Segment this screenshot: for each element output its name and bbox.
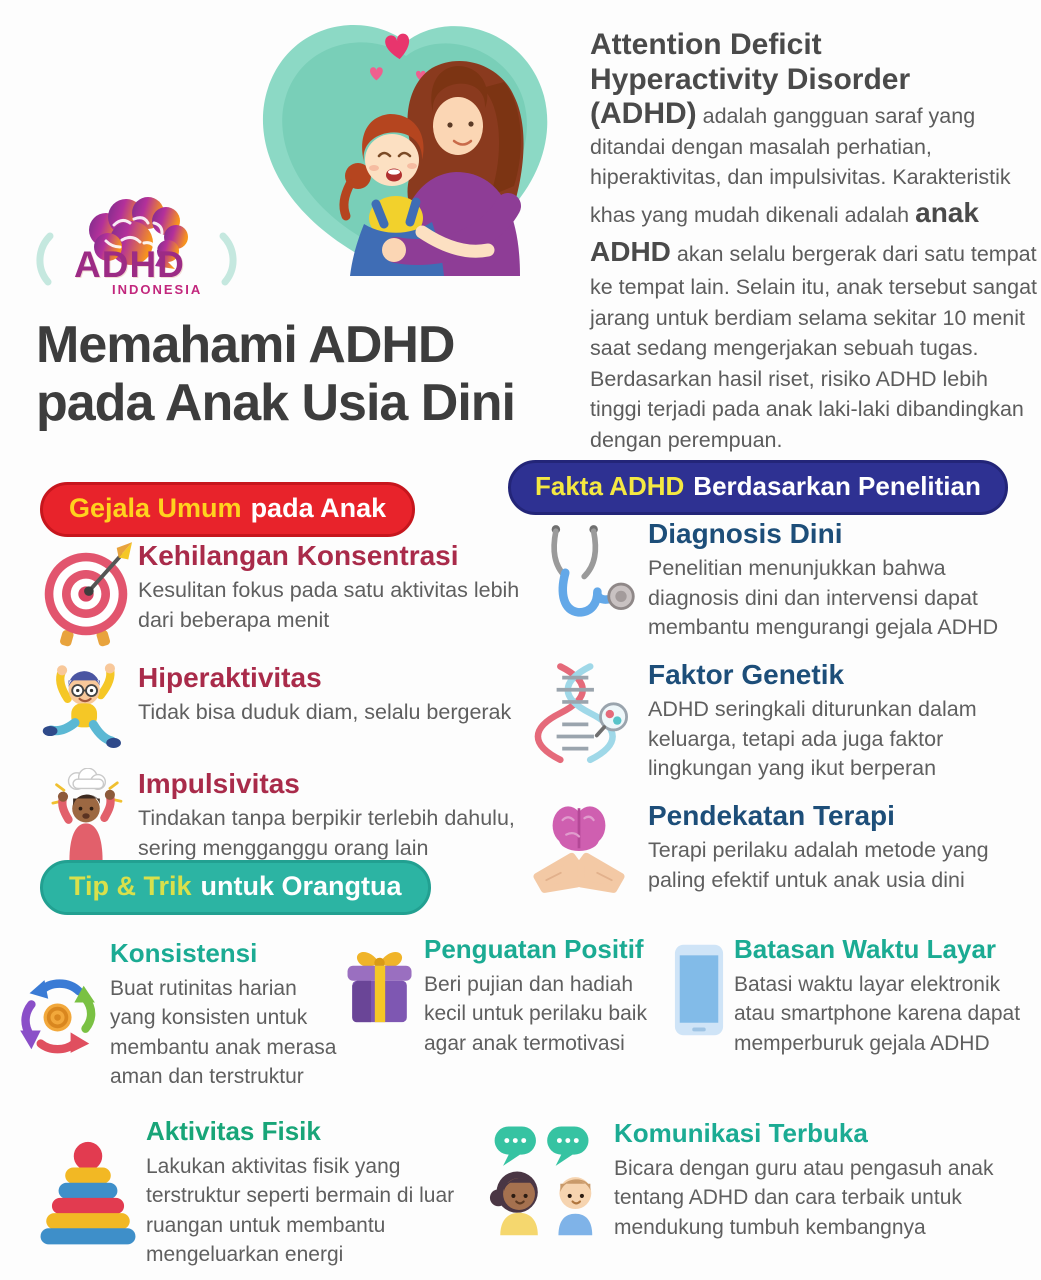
list-item-hiperaktivitas — [34, 662, 532, 754]
item-title: Impulsivitas — [138, 768, 300, 799]
impulsive-child-icon — [34, 768, 138, 864]
item-title: Faktor Genetik — [648, 658, 845, 690]
gift-icon — [336, 940, 424, 1030]
badge-highlight-text: Fakta ADHD — [535, 471, 685, 501]
fakta-list — [510, 518, 1038, 918]
intro-heading-line1: Attention Deficit — [590, 28, 822, 61]
item-body: Penelitian menunjukkan bahwa diagnosis dini dan intervensi dapat membantu mengurangi gejala ADHD — [648, 556, 999, 640]
badge-rest-text: untuk Orangtua — [200, 871, 402, 901]
page-title — [36, 316, 601, 432]
item-body: Terapi perilaku adalah metode yang paling efektif untuk anak usia dini — [648, 837, 989, 892]
children-talking-icon — [486, 1122, 614, 1236]
item-body: Batasi waktu layar elektronik atau smartphone karena dapat memperburuk gejala ADHD — [734, 973, 1021, 1055]
dna-icon — [510, 659, 648, 771]
adhd-indonesia-logo — [34, 188, 239, 313]
logo-subtitle: INDONESIA — [112, 282, 203, 297]
item-body: Bicara dengan guru atau pengasuh anak tentang ADHD dan cara terbaik untuk mendukung tumbuh kembangnya — [614, 1157, 994, 1239]
item-body: Tindakan tanpa berpikir terlebih dahulu, sering mengganggu orang lain — [138, 806, 515, 860]
tip-konsistensi — [6, 938, 340, 1092]
item-title: Aktivitas Fisik — [146, 1116, 321, 1146]
logo-wordmark: ADHD — [74, 244, 185, 285]
tip-komunikasi-terbuka — [486, 1118, 1040, 1242]
badge-highlight-text: Tip & Trik — [69, 871, 192, 901]
intro-text-1: adalah gangguan saraf yang ditandai dengan masalah perhatian, hiperaktivitas, dan impulsivitas. Karakteristik khas yang mudah dikenali adalah — [590, 104, 1011, 227]
item-title: Diagnosis Dini — [648, 518, 843, 549]
item-body: ADHD seringkali diturunkan dalam keluarga, tetapi ada juga faktor lingkungan yang ikut berperan — [648, 696, 977, 781]
list-item-faktor-genetik — [510, 659, 1038, 784]
item-title: Pendekatan Terapi — [648, 799, 895, 831]
item-body: Buat rutinitas harian yang konsisten untuk membantu anak merasa aman dan terstruktur — [110, 977, 337, 1089]
hyperactive-child-icon — [34, 662, 138, 754]
tip-aktivitas-fisik — [30, 1116, 472, 1270]
fakta-section-badge — [508, 460, 1008, 515]
tips-section-badge — [40, 860, 431, 915]
item-title: Konsistensi — [110, 938, 258, 968]
mother-child-hug-illustration — [246, 8, 564, 304]
stacking-rings-icon — [30, 1140, 146, 1252]
list-item-impulsivitas — [34, 768, 532, 864]
gejala-list — [34, 540, 532, 878]
list-item-pendekatan-terapi — [510, 800, 1038, 902]
badge-rest-text: pada Anak — [250, 493, 387, 523]
intro-heading-adhd: (ADHD) — [590, 97, 697, 131]
cycle-arrows-icon — [6, 962, 110, 1072]
intro-text-2: akan selalu bergerak dari satu tempat ke tempat lain. Selain itu, anak tersebut sangat jarang untuk berdiam selama sekitar 10 menit saat sedang mengerjakan sebuah tugas. Berdasarkan hasil riset, risiko ADHD lebih tinggi terjadi pada anak laki-laki dibandingkan dengan perempuan. — [590, 242, 1037, 452]
item-title: Hiperaktivitas — [138, 662, 322, 693]
page-title-line2: pada Anak Usia Dini — [36, 374, 515, 433]
badge-highlight-text: Gejala Umum — [69, 493, 242, 523]
brain-in-hands-icon — [510, 800, 648, 902]
item-title: Batasan Waktu Layar — [734, 934, 997, 964]
intro-heading-line2: Hyperactivity Disorder — [590, 62, 911, 96]
gejala-section-badge — [40, 482, 415, 537]
item-title: Komunikasi Terbuka — [614, 1118, 868, 1148]
item-body: Tidak bisa duduk diam, selalu bergerak — [138, 700, 512, 724]
intro-paragraph — [590, 28, 1038, 455]
hero-illustration — [246, 8, 564, 304]
target-icon — [34, 540, 138, 648]
badge-rest-text: Berdasarkan Penelitian — [693, 471, 981, 501]
tip-batasan-waktu-layar — [664, 934, 1040, 1058]
list-item-kehilangan-konsentrasi — [34, 540, 532, 648]
stethoscope-icon — [510, 518, 648, 636]
tip-penguatan-positif — [336, 934, 662, 1058]
intro-bold-anak-adhd: anak ADHD — [590, 196, 979, 268]
smartphone-icon — [664, 942, 734, 1038]
item-body: Beri pujian dan hadiah kecil untuk perilaku baik agar anak termotivasi — [424, 973, 647, 1055]
list-item-diagnosis-dini — [510, 518, 1038, 643]
item-body: Kesulitan fokus pada satu aktivitas lebih dari beberapa menit — [138, 578, 520, 632]
item-body: Lakukan aktivitas fisik yang terstruktur seperti bermain di luar ruangan untuk membantu mengeluarkan energi — [146, 1155, 455, 1267]
item-title: Kehilangan Konsentrasi — [138, 540, 459, 571]
page-title-line1: Memahami ADHD — [36, 316, 455, 374]
item-title: Penguatan Positif — [424, 934, 644, 964]
